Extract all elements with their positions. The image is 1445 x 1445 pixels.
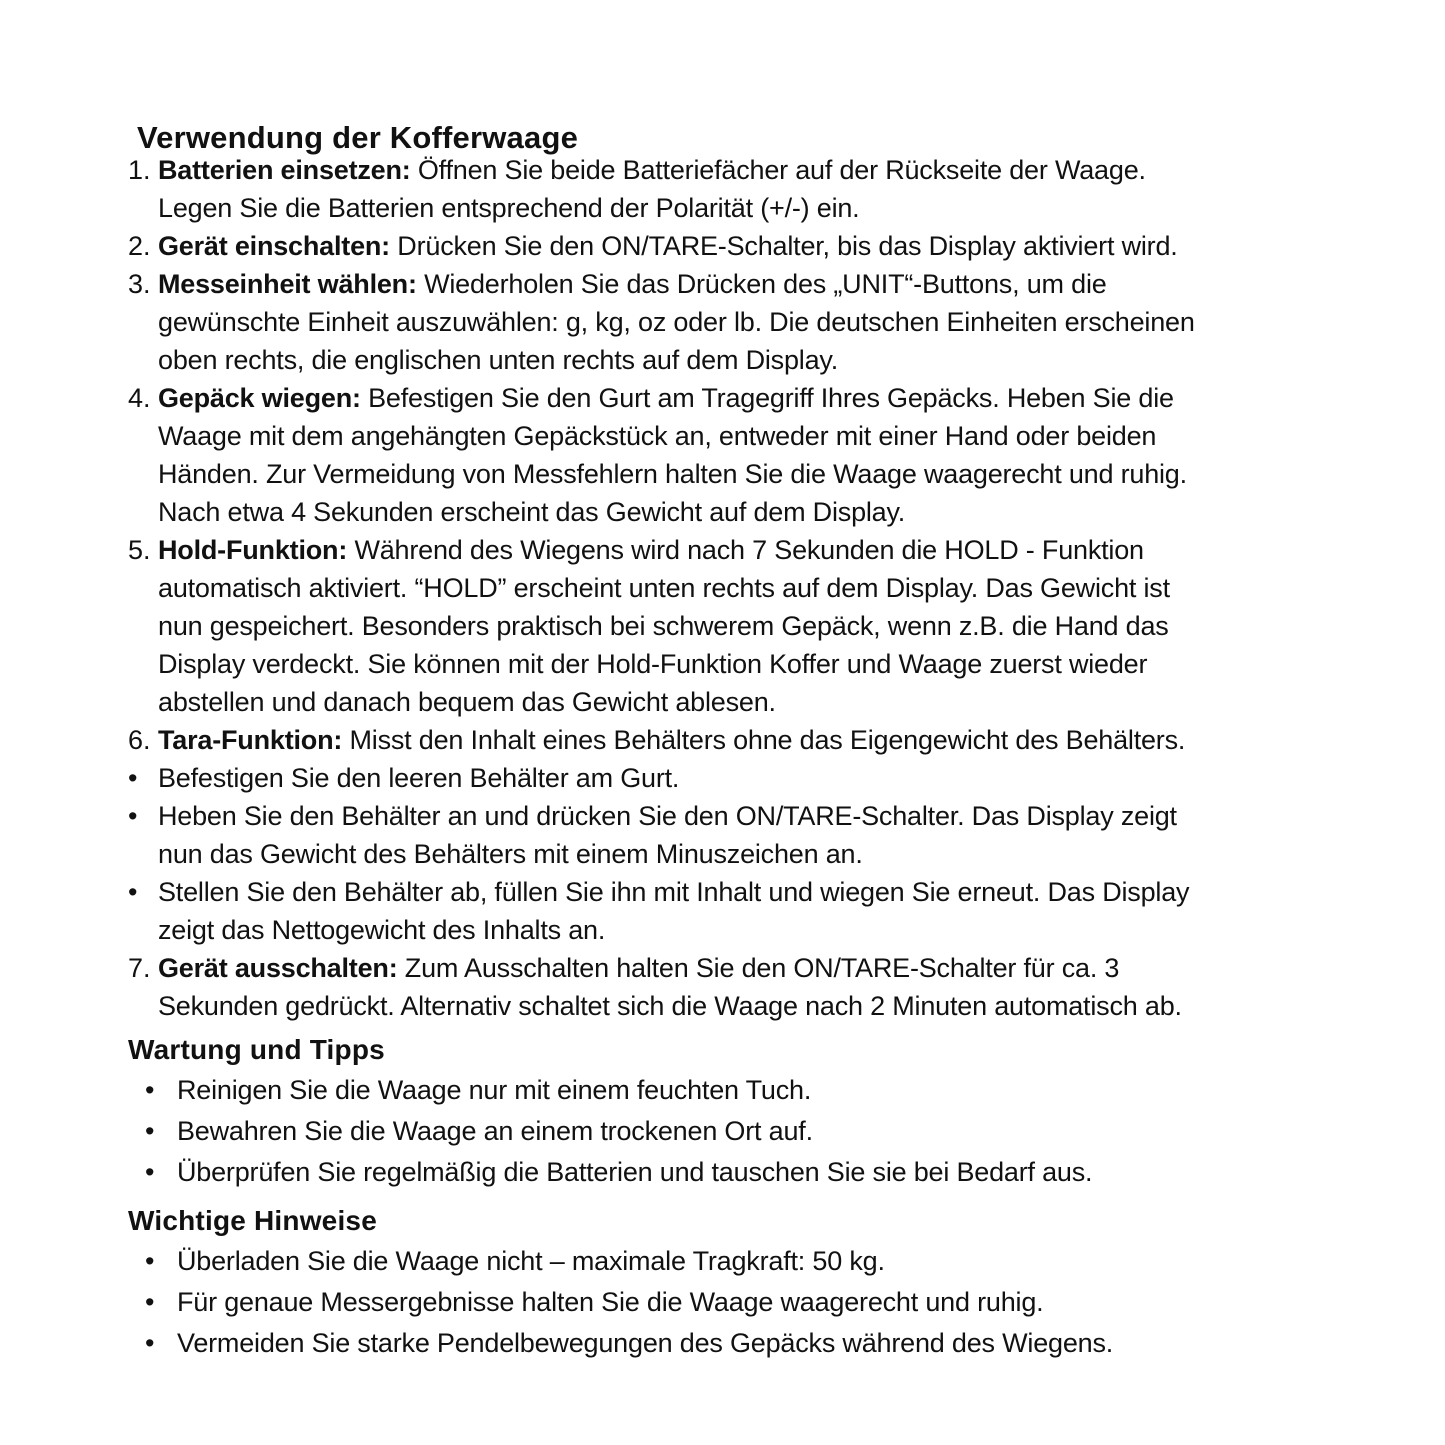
instruction-step: [128, 151, 1418, 227]
step-number: 5.: [128, 535, 151, 565]
section-bullet: • Bewahren Sie die Waage an einem trockenen Ort auf.: [128, 1111, 1418, 1152]
step-line: nun gespeichert. Besonders praktisch bei schwerem Gepäck, wenn z.B. die Hand das: [158, 611, 1169, 641]
step-line: Messeinheit wählen: Wiederholen Sie das Drücken des „UNIT“-Buttons, um die: [158, 269, 1107, 299]
step-line: gewünschte Einheit auszuwählen: g, kg, oz oder lb. Die deutschen Einheiten erscheinen: [158, 307, 1195, 337]
step-number: 2.: [128, 231, 151, 261]
step-line: Befestigen Sie den leeren Behälter am Gurt.: [158, 763, 680, 793]
section-bullet: • Für genaue Messergebnisse halten Sie die Waage waagerecht und ruhig.: [128, 1282, 1418, 1323]
step-number: 7.: [128, 953, 151, 983]
section-heading: Wichtige Hinweise: [128, 1205, 377, 1236]
instruction-step: [128, 227, 1418, 265]
step-line: abstellen und danach bequem das Gewicht ablesen.: [158, 687, 776, 717]
instruction-sub-bullet: [128, 873, 1418, 949]
bullet-icon: •: [128, 877, 138, 907]
step-line: Sekunden gedrückt. Alternativ schaltet sich die Waage nach 2 Minuten automatisch ab.: [158, 991, 1182, 1021]
bullet-icon: •: [145, 1075, 155, 1105]
step-lead: Tara-Funktion:: [158, 725, 343, 755]
step-lead: Gerät ausschalten:: [158, 953, 398, 983]
step-line: nun das Gewicht des Behälters mit einem Minuszeichen an.: [158, 839, 863, 869]
step-lead: Gerät einschalten:: [158, 231, 390, 261]
step-line: Legen Sie die Batterien entsprechend der Polarität (+/-) ein.: [158, 193, 860, 223]
instruction-step: [128, 531, 1418, 721]
step-number: 3.: [128, 269, 151, 299]
step-number: 4.: [128, 383, 151, 413]
instruction-step: [128, 721, 1418, 759]
instruction-sub-bullet: [128, 797, 1418, 873]
step-line: Tara-Funktion: Misst den Inhalt eines Behälters ohne das Eigengewicht des Behälters.: [158, 725, 1186, 755]
info-section: [128, 1030, 1418, 1193]
step-lead: Batterien einsetzen:: [158, 155, 411, 185]
step-lead: Gepäck wiegen:: [158, 383, 361, 413]
section-bullet: • Vermeiden Sie starke Pendelbewegungen des Gepäcks während des Wiegens.: [128, 1323, 1418, 1364]
step-line: oben rechts, die englischen unten rechts auf dem Display.: [158, 345, 839, 375]
step-line: Händen. Zur Vermeidung von Messfehlern halten Sie die Waage waagerecht und ruhig.: [158, 459, 1187, 489]
bullet-icon: •: [145, 1116, 155, 1146]
step-line: automatisch aktiviert. “HOLD” erscheint unten rechts auf dem Display. Das Gewicht ist: [158, 573, 1170, 603]
page-title: Verwendung der Kofferwaage: [137, 119, 579, 155]
step-line: Gepäck wiegen: Befestigen Sie den Gurt am Tragegriff Ihres Gepäcks. Heben Sie die: [158, 383, 1174, 413]
step-number: 6.: [128, 725, 151, 755]
bullet-icon: •: [128, 801, 138, 831]
step-line: Nach etwa 4 Sekunden erscheint das Gewicht auf dem Display.: [158, 497, 906, 527]
step-line: Stellen Sie den Behälter ab, füllen Sie ihn mit Inhalt und wiegen Sie erneut. Das Display: [158, 877, 1190, 907]
bullet-icon: •: [145, 1287, 155, 1317]
section-bullet: • Überprüfen Sie regelmäßig die Batterien und tauschen Sie sie bei Bedarf aus.: [128, 1152, 1418, 1193]
step-line: Batterien einsetzen: Öffnen Sie beide Batteriefächer auf der Rückseite der Waage.: [158, 155, 1146, 185]
info-sections: [128, 1030, 1418, 1364]
step-line: zeigt das Nettogewicht des Inhalts an.: [158, 915, 606, 945]
step-line: Gerät ausschalten: Zum Ausschalten halten Sie den ON/TARE-Schalter für ca. 3: [158, 953, 1120, 983]
instruction-steps-list: [128, 151, 1418, 1025]
step-line: Hold-Funktion: Während des Wiegens wird nach 7 Sekunden die HOLD - Funktion: [158, 535, 1144, 565]
section-bullet: • Reinigen Sie die Waage nur mit einem feuchten Tuch.: [128, 1070, 1418, 1111]
bullet-icon: •: [145, 1246, 155, 1276]
bullet-icon: •: [145, 1157, 155, 1187]
step-line: Gerät einschalten: Drücken Sie den ON/TARE-Schalter, bis das Display aktiviert wird.: [158, 231, 1178, 261]
step-line: Heben Sie den Behälter an und drücken Sie den ON/TARE-Schalter. Das Display zeigt: [158, 801, 1177, 831]
section-bullet: • Überladen Sie die Waage nicht – maximale Tragkraft: 50 kg.: [128, 1241, 1418, 1282]
instruction-step: [128, 265, 1418, 379]
instruction-step: [128, 379, 1418, 531]
section-heading: Wartung und Tipps: [128, 1034, 385, 1065]
info-section: [128, 1201, 1418, 1364]
step-number: 1.: [128, 155, 151, 185]
step-line: Waage mit dem angehängten Gepäckstück an, entweder mit einer Hand oder beiden: [158, 421, 1157, 451]
step-lead: Hold-Funktion:: [158, 535, 348, 565]
bullet-icon: •: [145, 1328, 155, 1358]
instruction-step: [128, 949, 1418, 1025]
instruction-sub-bullet: [128, 759, 1418, 797]
step-line: Display verdeckt. Sie können mit der Hold-Funktion Koffer und Waage zuerst wieder: [158, 649, 1148, 679]
step-lead: Messeinheit wählen:: [158, 269, 417, 299]
bullet-icon: •: [128, 763, 138, 793]
